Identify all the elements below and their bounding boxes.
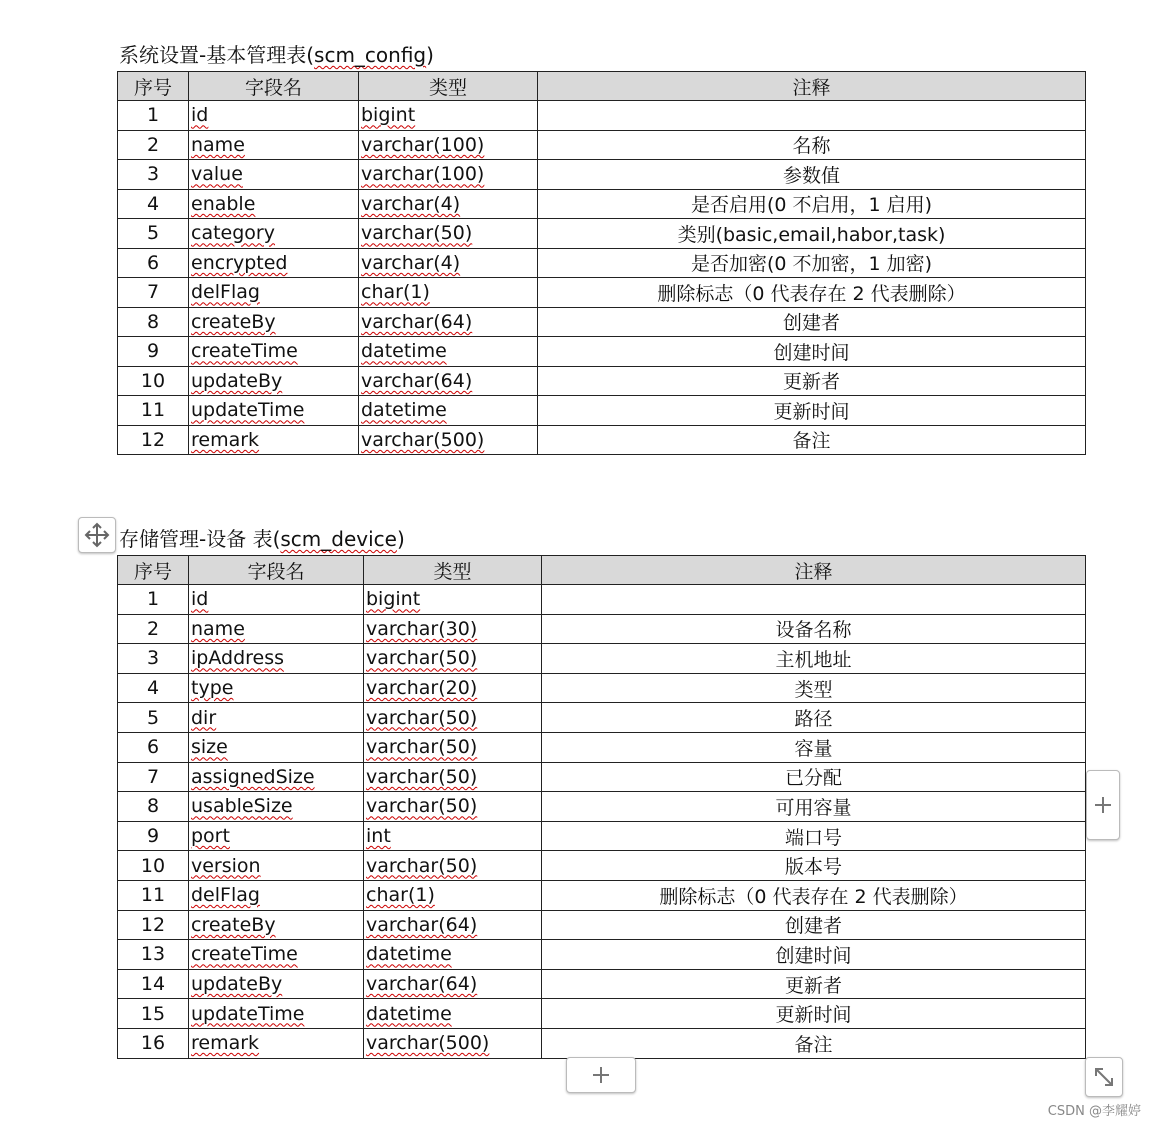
plus-icon — [1093, 795, 1113, 815]
field-name-cell[interactable] — [189, 396, 359, 426]
table-row — [118, 762, 1086, 792]
field-type: int — [366, 825, 391, 848]
table2-caption — [119, 527, 405, 551]
row-number: 14 — [140, 973, 166, 996]
table-row — [118, 189, 1086, 219]
field-type: datetime — [361, 340, 447, 363]
row-number: 3 — [146, 163, 160, 186]
field-name: updateBy — [191, 369, 283, 392]
add-column-button[interactable] — [1086, 770, 1120, 840]
field-name-cell[interactable] — [189, 644, 364, 674]
row-number: 1 — [146, 588, 160, 611]
field-comment: 更新者 — [782, 371, 840, 394]
field-name: ipAddress — [191, 647, 285, 670]
field-comment: 创建者 — [782, 312, 840, 335]
field-name-cell[interactable] — [189, 732, 364, 762]
row-number: 8 — [146, 310, 160, 333]
row-number-cell[interactable] — [118, 307, 189, 337]
field-comment: 名称 — [792, 135, 831, 158]
field-type: varchar(64) — [361, 369, 473, 392]
field-type: varchar(30) — [366, 617, 478, 640]
field-type-cell[interactable] — [359, 130, 538, 160]
field-type: bigint — [366, 588, 421, 611]
table-row — [118, 673, 1086, 703]
field-type: datetime — [366, 943, 452, 966]
table-row — [118, 278, 1086, 308]
row-number-cell[interactable] — [118, 910, 189, 940]
field-comment: 创建时间 — [773, 341, 850, 364]
field-type-cell[interactable] — [359, 219, 538, 249]
table-row — [118, 160, 1086, 190]
field-type-cell[interactable] — [359, 366, 538, 396]
field-type-cell[interactable] — [364, 940, 542, 970]
table-row — [118, 880, 1086, 910]
field-type: varchar(64) — [361, 310, 473, 333]
field-type-cell[interactable] — [364, 703, 542, 733]
row-number: 11 — [140, 884, 166, 907]
field-comment-cell[interactable] — [542, 703, 1086, 733]
field-comment-cell[interactable] — [542, 585, 1086, 615]
field-name: encrypted — [191, 251, 288, 274]
field-name: createBy — [191, 913, 276, 936]
field-comment-cell[interactable] — [542, 762, 1086, 792]
field-name-cell[interactable] — [189, 130, 359, 160]
field-comment-cell[interactable] — [542, 732, 1086, 762]
field-comment-cell[interactable] — [542, 969, 1086, 999]
table-row — [118, 969, 1086, 999]
row-number-cell[interactable] — [118, 248, 189, 278]
field-type-cell[interactable] — [359, 189, 538, 219]
field-comment: 路径 — [794, 708, 833, 731]
field-name: delFlag — [191, 884, 260, 907]
row-number-cell[interactable] — [118, 189, 189, 219]
table-row — [118, 644, 1086, 674]
row-number-cell[interactable] — [118, 880, 189, 910]
field-name: category — [191, 222, 275, 245]
row-number: 1 — [146, 104, 160, 127]
field-comment-cell[interactable] — [542, 999, 1086, 1029]
column-header: 字段名 — [189, 72, 359, 101]
field-comment-cell[interactable] — [538, 396, 1086, 426]
field-type-cell[interactable] — [364, 910, 542, 940]
row-number: 10 — [140, 369, 166, 392]
row-number-cell[interactable] — [118, 673, 189, 703]
field-type: varchar(4) — [361, 192, 461, 215]
field-name-cell[interactable] — [189, 1028, 364, 1058]
table1-caption — [119, 43, 434, 67]
table-row — [118, 337, 1086, 367]
field-name-cell[interactable] — [189, 851, 364, 881]
row-number: 12 — [140, 428, 166, 451]
field-type: varchar(64) — [366, 913, 478, 936]
field-type: varchar(50) — [366, 736, 478, 759]
field-comment: 更新时间 — [773, 400, 850, 423]
field-name: value — [191, 163, 243, 186]
field-comment: 可用容量 — [775, 796, 852, 819]
field-type: varchar(500) — [361, 428, 485, 451]
move-icon — [83, 521, 111, 549]
field-name: delFlag — [191, 281, 260, 304]
table-row — [118, 307, 1086, 337]
field-type-cell[interactable] — [364, 969, 542, 999]
table-row — [118, 851, 1086, 881]
field-comment-cell[interactable] — [538, 219, 1086, 249]
field-comment: 是否加密(0 不加密，1 加密) — [690, 253, 933, 276]
column-header: 序号 — [118, 556, 189, 585]
field-comment: 创建时间 — [775, 944, 852, 967]
field-type-cell[interactable] — [359, 337, 538, 367]
column-header: 注释 — [542, 556, 1086, 585]
field-name-cell[interactable] — [189, 366, 359, 396]
row-number: 9 — [146, 340, 160, 363]
field-type: varchar(50) — [366, 765, 478, 788]
field-name: updateTime — [191, 1002, 305, 1025]
field-name: name — [191, 617, 245, 640]
table-row — [118, 425, 1086, 455]
field-name: id — [191, 104, 209, 127]
column-header: 字段名 — [189, 556, 364, 585]
field-comment-cell[interactable] — [542, 673, 1086, 703]
field-comment-cell[interactable] — [542, 880, 1086, 910]
field-name: createTime — [191, 340, 298, 363]
row-number-cell[interactable] — [118, 614, 189, 644]
table-body — [118, 585, 1086, 1059]
row-number-cell[interactable] — [118, 337, 189, 367]
field-comment: 类型 — [794, 678, 833, 701]
field-type: datetime — [361, 399, 447, 422]
field-type-cell[interactable] — [364, 673, 542, 703]
field-name: usableSize — [191, 795, 293, 818]
field-name-cell[interactable] — [189, 910, 364, 940]
field-comment-cell[interactable] — [538, 189, 1086, 219]
row-number-cell[interactable] — [118, 425, 189, 455]
field-type: varchar(20) — [366, 677, 478, 700]
field-comment-cell[interactable] — [542, 644, 1086, 674]
row-number-cell[interactable] — [118, 851, 189, 881]
field-type: varchar(50) — [366, 647, 478, 670]
field-comment: 参数值 — [782, 164, 840, 187]
field-comment: 删除标志（0 代表存在 2 代表删除） — [659, 885, 968, 908]
field-type: char(1) — [361, 281, 430, 304]
field-type-cell[interactable] — [364, 851, 542, 881]
field-name: remark — [191, 428, 260, 451]
row-number-cell[interactable] — [118, 160, 189, 190]
row-number-cell[interactable] — [118, 940, 189, 970]
row-number-cell[interactable] — [118, 644, 189, 674]
table-row — [118, 792, 1086, 822]
field-name: assignedSize — [191, 765, 315, 788]
field-comment-cell[interactable] — [542, 614, 1086, 644]
field-comment: 主机地址 — [775, 648, 852, 671]
field-name: remark — [191, 1032, 260, 1055]
field-name-cell[interactable] — [189, 160, 359, 190]
field-comment: 类别(basic,email,habor,task) — [677, 223, 946, 246]
table2-caption-prefix: 存储管理-设备 表( — [119, 527, 281, 551]
field-type: varchar(50) — [361, 222, 473, 245]
field-name-cell[interactable] — [189, 585, 364, 615]
row-number: 5 — [146, 706, 160, 729]
field-name: createTime — [191, 943, 298, 966]
field-type: varchar(50) — [366, 706, 478, 729]
table-row — [118, 732, 1086, 762]
row-number-cell[interactable] — [118, 366, 189, 396]
field-comment: 更新时间 — [775, 1004, 852, 1027]
row-number-cell[interactable] — [118, 278, 189, 308]
row-number-cell[interactable] — [118, 101, 189, 131]
field-name: version — [191, 854, 261, 877]
field-type: varchar(500) — [366, 1032, 490, 1055]
plus-icon — [591, 1065, 611, 1085]
field-name-cell[interactable] — [189, 940, 364, 970]
table-header-row — [118, 556, 1086, 585]
field-name-cell[interactable] — [189, 821, 364, 851]
field-type-cell[interactable] — [364, 880, 542, 910]
field-name: updateTime — [191, 399, 305, 422]
table-row — [118, 248, 1086, 278]
column-header: 注释 — [538, 72, 1086, 101]
table-row — [118, 101, 1086, 131]
row-number: 7 — [146, 765, 160, 788]
table-row — [118, 703, 1086, 733]
table-row — [118, 366, 1086, 396]
field-name-cell[interactable] — [189, 673, 364, 703]
field-type-cell[interactable] — [359, 307, 538, 337]
row-number-cell[interactable] — [118, 585, 189, 615]
field-type-cell[interactable] — [359, 425, 538, 455]
field-type-cell[interactable] — [364, 999, 542, 1029]
field-comment-cell[interactable] — [538, 248, 1086, 278]
field-type: varchar(50) — [366, 854, 478, 877]
device-table — [117, 555, 1086, 1059]
field-name-cell[interactable] — [189, 425, 359, 455]
field-type-cell[interactable] — [364, 1028, 542, 1058]
field-name: dir — [191, 706, 217, 729]
table-row — [118, 219, 1086, 249]
field-type: char(1) — [366, 884, 435, 907]
row-number: 2 — [146, 133, 160, 156]
row-number: 9 — [146, 825, 160, 848]
row-number: 16 — [140, 1032, 166, 1055]
field-type-cell[interactable] — [364, 821, 542, 851]
field-comment-cell[interactable] — [542, 1028, 1086, 1058]
field-name-cell[interactable] — [189, 999, 364, 1029]
field-name-cell[interactable] — [189, 307, 359, 337]
field-comment-cell[interactable] — [542, 821, 1086, 851]
table1-caption-code: scm_config — [314, 43, 427, 67]
table2-caption-code: scm_device — [280, 527, 397, 551]
field-name: type — [191, 677, 234, 700]
field-comment-cell[interactable] — [538, 130, 1086, 160]
field-comment: 容量 — [794, 737, 833, 760]
field-comment: 删除标志（0 代表存在 2 代表删除） — [657, 282, 966, 305]
field-comment-cell[interactable] — [538, 307, 1086, 337]
field-type-cell[interactable] — [364, 762, 542, 792]
field-comment-cell[interactable] — [538, 425, 1086, 455]
table-row — [118, 910, 1086, 940]
row-number-cell[interactable] — [118, 219, 189, 249]
row-number: 10 — [140, 854, 166, 877]
table-row — [118, 585, 1086, 615]
field-name: size — [191, 736, 228, 759]
row-number-cell[interactable] — [118, 821, 189, 851]
table-row — [118, 999, 1086, 1029]
table-row — [118, 614, 1086, 644]
field-name: createBy — [191, 310, 276, 333]
table-row — [118, 821, 1086, 851]
row-number-cell[interactable] — [118, 792, 189, 822]
field-type-cell[interactable] — [364, 585, 542, 615]
table-body — [118, 101, 1086, 455]
field-type-cell[interactable] — [364, 644, 542, 674]
field-name: port — [191, 825, 230, 848]
table-resize-handle[interactable] — [1085, 1057, 1123, 1097]
row-number-cell[interactable] — [118, 396, 189, 426]
field-type-cell[interactable] — [364, 792, 542, 822]
field-type-cell[interactable] — [364, 732, 542, 762]
row-number-cell[interactable] — [118, 762, 189, 792]
row-number-cell[interactable] — [118, 732, 189, 762]
field-comment-cell[interactable] — [542, 851, 1086, 881]
table2-caption-suffix: ) — [396, 527, 405, 551]
field-comment-cell[interactable] — [538, 101, 1086, 131]
field-comment: 备注 — [792, 430, 831, 453]
row-number: 6 — [146, 251, 160, 274]
field-type-cell[interactable] — [359, 278, 538, 308]
row-number: 6 — [146, 736, 160, 759]
field-name-cell[interactable] — [189, 248, 359, 278]
field-name-cell[interactable] — [189, 278, 359, 308]
field-type-cell[interactable] — [364, 614, 542, 644]
field-name-cell[interactable] — [189, 101, 359, 131]
row-number: 3 — [146, 647, 160, 670]
row-number: 11 — [140, 399, 166, 422]
row-number: 7 — [146, 281, 160, 304]
column-header: 类型 — [359, 72, 538, 101]
column-header: 序号 — [118, 72, 189, 101]
field-name-cell[interactable] — [189, 762, 364, 792]
row-number: 12 — [140, 913, 166, 936]
table-move-handle[interactable] — [78, 517, 116, 553]
field-name: id — [191, 588, 209, 611]
field-name: enable — [191, 192, 256, 215]
row-number-cell[interactable] — [118, 969, 189, 999]
config-table — [117, 71, 1086, 455]
field-comment: 版本号 — [784, 856, 842, 879]
field-name-cell[interactable] — [189, 792, 364, 822]
field-comment-cell[interactable] — [538, 278, 1086, 308]
table-row — [118, 130, 1086, 160]
field-comment: 创建者 — [784, 915, 842, 938]
field-name-cell[interactable] — [189, 219, 359, 249]
watermark: CSDN @李耀婷 — [1047, 1104, 1141, 1119]
field-type: varchar(100) — [361, 133, 485, 156]
table-row — [118, 940, 1086, 970]
field-comment: 已分配 — [784, 767, 842, 790]
field-type-cell[interactable] — [359, 101, 538, 131]
row-number: 13 — [140, 943, 166, 966]
field-comment-cell[interactable] — [538, 366, 1086, 396]
field-type-cell[interactable] — [359, 396, 538, 426]
field-type-cell[interactable] — [359, 160, 538, 190]
field-comment: 是否启用(0 不启用，1 启用) — [690, 194, 933, 217]
row-number: 15 — [140, 1002, 166, 1025]
table-row — [118, 1028, 1086, 1058]
field-comment-cell[interactable] — [538, 337, 1086, 367]
table1-caption-prefix: 系统设置-基本管理表( — [119, 43, 315, 67]
row-number-cell[interactable] — [118, 130, 189, 160]
field-comment: 备注 — [794, 1033, 833, 1056]
field-type: varchar(50) — [366, 795, 478, 818]
field-name-cell[interactable] — [189, 703, 364, 733]
field-name-cell[interactable] — [189, 189, 359, 219]
field-name-cell[interactable] — [189, 880, 364, 910]
table-row — [118, 396, 1086, 426]
field-comment-cell[interactable] — [542, 792, 1086, 822]
row-number: 8 — [146, 795, 160, 818]
field-type-cell[interactable] — [359, 248, 538, 278]
resize-icon — [1091, 1064, 1117, 1090]
field-comment: 端口号 — [784, 826, 842, 849]
field-name: name — [191, 133, 245, 156]
add-row-button[interactable] — [566, 1057, 636, 1093]
field-comment-cell[interactable] — [542, 910, 1086, 940]
field-comment: 更新者 — [784, 974, 842, 997]
row-number-cell[interactable] — [118, 703, 189, 733]
field-comment: 设备名称 — [775, 619, 852, 642]
row-number-cell[interactable] — [118, 999, 189, 1029]
table1-caption-suffix: ) — [426, 43, 434, 67]
field-type: varchar(64) — [366, 973, 478, 996]
field-name-cell[interactable] — [189, 337, 359, 367]
field-type: bigint — [361, 104, 416, 127]
row-number: 4 — [146, 192, 160, 215]
field-comment-cell[interactable] — [542, 940, 1086, 970]
field-comment-cell[interactable] — [538, 160, 1086, 190]
field-type: datetime — [366, 1002, 452, 1025]
row-number-cell[interactable] — [118, 1028, 189, 1058]
table-header-row — [118, 72, 1086, 101]
row-number: 2 — [146, 617, 160, 640]
field-type: varchar(4) — [361, 251, 461, 274]
row-number: 5 — [146, 222, 160, 245]
field-name-cell[interactable] — [189, 614, 364, 644]
row-number: 4 — [146, 677, 160, 700]
field-name-cell[interactable] — [189, 969, 364, 999]
field-name: updateBy — [191, 973, 283, 996]
column-header: 类型 — [364, 556, 542, 585]
field-type: varchar(100) — [361, 163, 485, 186]
